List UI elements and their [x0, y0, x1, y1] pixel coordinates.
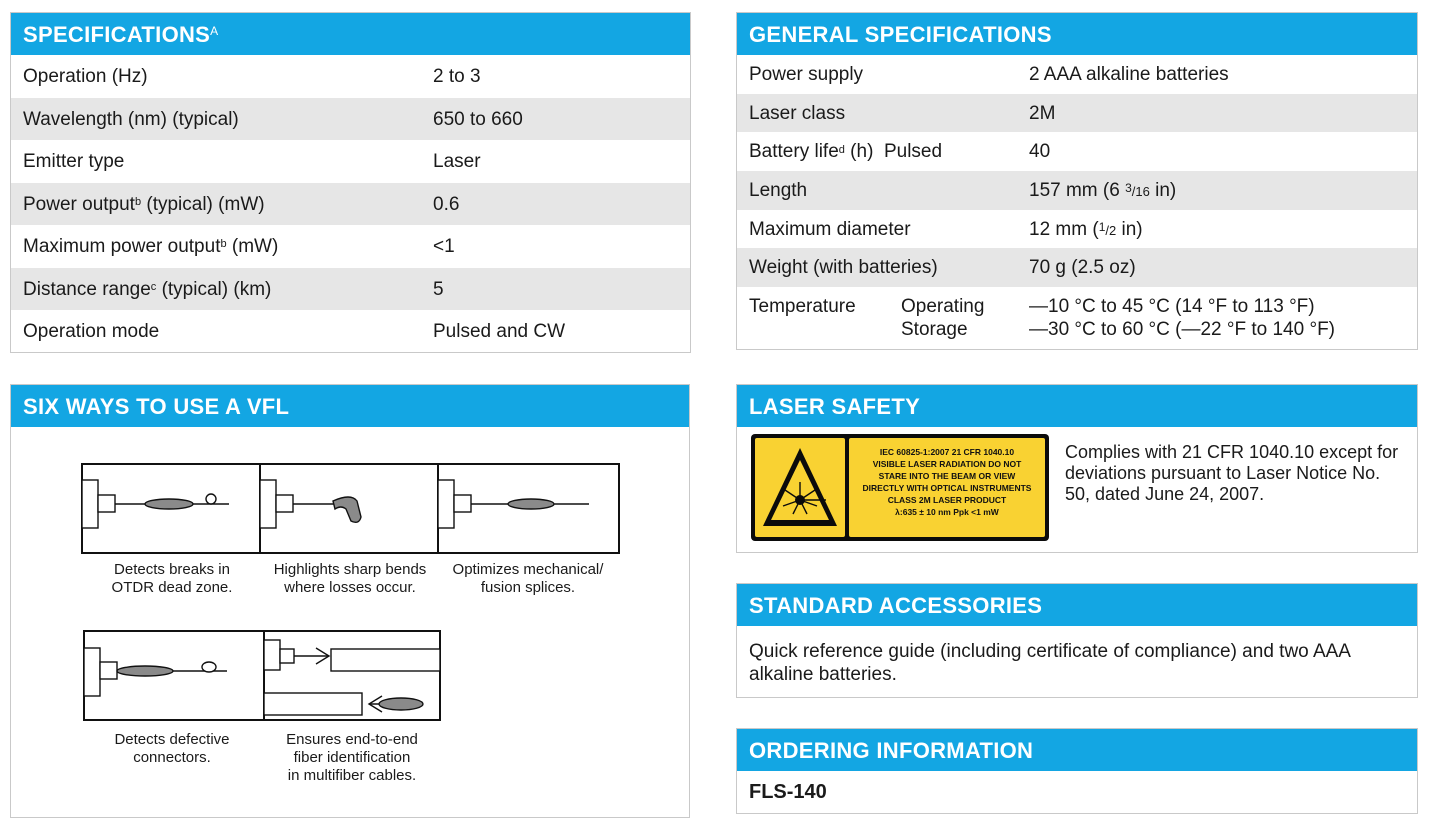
caption-connectors: Detects defective connectors.: [114, 731, 230, 766]
gen-label: Temperature: [749, 296, 856, 318]
spec-value: 5: [433, 278, 444, 300]
temp-operating-value: —10 °C to 45 °C (14 °F to 113 °F): [1029, 296, 1315, 318]
spec-value: Laser: [433, 151, 481, 172]
spec-value: 650 to 660: [433, 108, 523, 130]
general-specifications-panel: [736, 12, 1418, 350]
gen-row-length: [737, 171, 1417, 210]
gen-label: Maximum diameter: [749, 218, 911, 240]
gen-row-temperature: [737, 287, 1417, 347]
six-ways-title: SIX WAYS TO USE A VFL: [23, 394, 290, 419]
spec-value: <1: [433, 236, 455, 257]
gen-row-weight: [737, 248, 1417, 287]
caption-splices: Optimizes mechanical/ fusion splices.: [452, 561, 604, 596]
footnote-marker: c: [150, 280, 157, 293]
spec-row-emitter: [11, 140, 690, 183]
temp-sub-storage: Storage: [901, 319, 968, 341]
standard-accessories-title: STANDARD ACCESSORIES: [749, 593, 1043, 618]
caption-bends: Highlights sharp bends where losses occur.: [273, 561, 427, 596]
gen-row-max-diameter: [737, 210, 1417, 249]
spec-value: 2 to 3: [433, 66, 481, 87]
spec-value: Pulsed and CW: [433, 321, 566, 342]
spec-label: Distance range$^c$ (typical) (km): [23, 278, 272, 300]
six-ways-panel: [10, 384, 690, 818]
gen-row-power-supply: [737, 55, 1417, 94]
standard-accessories-header: [737, 584, 1417, 626]
specifications-panel: [10, 12, 691, 353]
gen-value: 2M: [1029, 102, 1056, 124]
laser-warning-label: [751, 434, 1049, 541]
spec-label: Wavelength (nm) (typical): [23, 108, 239, 130]
specifications-footnote-marker: A: [210, 24, 219, 38]
laser-safety-header: [737, 385, 1417, 427]
gen-value: 157 mm (6 $^3$/16 in): [1029, 180, 1177, 202]
gen-label: Laser class: [749, 102, 846, 124]
ordering-information-panel: [736, 728, 1418, 814]
general-specifications-title: GENERAL SPECIFICATIONS: [749, 22, 1052, 47]
gen-value: 70 g (2.5 oz): [1029, 257, 1136, 279]
gen-label: Length: [749, 180, 808, 202]
gen-label: Battery life$^d$ (h) Pulsed: [749, 141, 943, 163]
temp-storage-value: —30 °C to 60 °C (—22 °F to 140 °F): [1029, 319, 1336, 341]
ordering-model-number: FLS-140: [749, 781, 827, 803]
laser-safety-panel: [736, 384, 1418, 553]
laser-safety-compliance-text: Complies with 21 CFR 1040.10 except for deviations pursuant to Laser Notice No. 50, dated June 24, 2007.: [1065, 442, 1399, 504]
spec-row-max-power: [11, 225, 690, 268]
ordering-information-title: ORDERING INFORMATION: [749, 738, 1034, 763]
specifications-header: [11, 13, 690, 55]
footnote-marker: d: [838, 144, 845, 157]
spec-label: Emitter type: [23, 151, 125, 172]
spec-row-operation-mode: [11, 310, 690, 353]
laser-label-text: IEC 60825-1:2007 21 CFR 1040.10 VISIBLE LASER RADIATION DO NOT STARE INTO THE BEAM OR VIEW DIRECTLY WITH OPTICAL INSTRUMENTS CLASS 2M LASER PRODUCT λ:635 ± 10 nm Ppk <1 mW: [862, 447, 1032, 517]
spec-label: Operation (Hz): [23, 66, 148, 87]
specifications-title: SPECIFICATIONS: [23, 22, 211, 47]
general-specifications-header: [737, 13, 1417, 55]
gen-row-battery-life: [737, 132, 1417, 171]
gen-label: Weight (with batteries): [749, 257, 938, 279]
gen-value: 2 AAA alkaline batteries: [1029, 64, 1229, 85]
spec-row-power-output: [11, 183, 690, 226]
spec-row-operation: [11, 55, 690, 98]
gen-value: 40: [1029, 141, 1051, 163]
footnote-marker: b: [220, 238, 227, 250]
ordering-information-header: [737, 729, 1417, 771]
gen-value: 12 mm ($^1$/2 in): [1029, 218, 1143, 240]
temp-sub-operating: Operating: [901, 296, 985, 318]
gen-row-laser-class: [737, 94, 1417, 133]
spec-label: Power output$^b$ (typical) (mW): [23, 193, 265, 215]
spec-value: 0.6: [433, 193, 460, 215]
footnote-marker: b: [134, 195, 142, 208]
standard-accessories-text: Quick reference guide (including certificate of compliance) and two AAA alkaline batteries.: [749, 641, 1350, 685]
spec-label: Maximum power output$^b$ (mW): [23, 236, 279, 257]
caption-breaks: Detects breaks in OTDR dead zone.: [111, 561, 233, 596]
gen-label: Power supply: [749, 64, 864, 85]
spec-row-distance-range: [11, 268, 690, 311]
caption-multifiber: Ensures end-to-end fiber identification in multifiber cables.: [286, 731, 418, 784]
spec-label: Operation mode: [23, 321, 160, 342]
standard-accessories-panel: [736, 583, 1418, 698]
laser-safety-title: LASER SAFETY: [749, 394, 921, 419]
spec-row-wavelength: [11, 98, 690, 141]
